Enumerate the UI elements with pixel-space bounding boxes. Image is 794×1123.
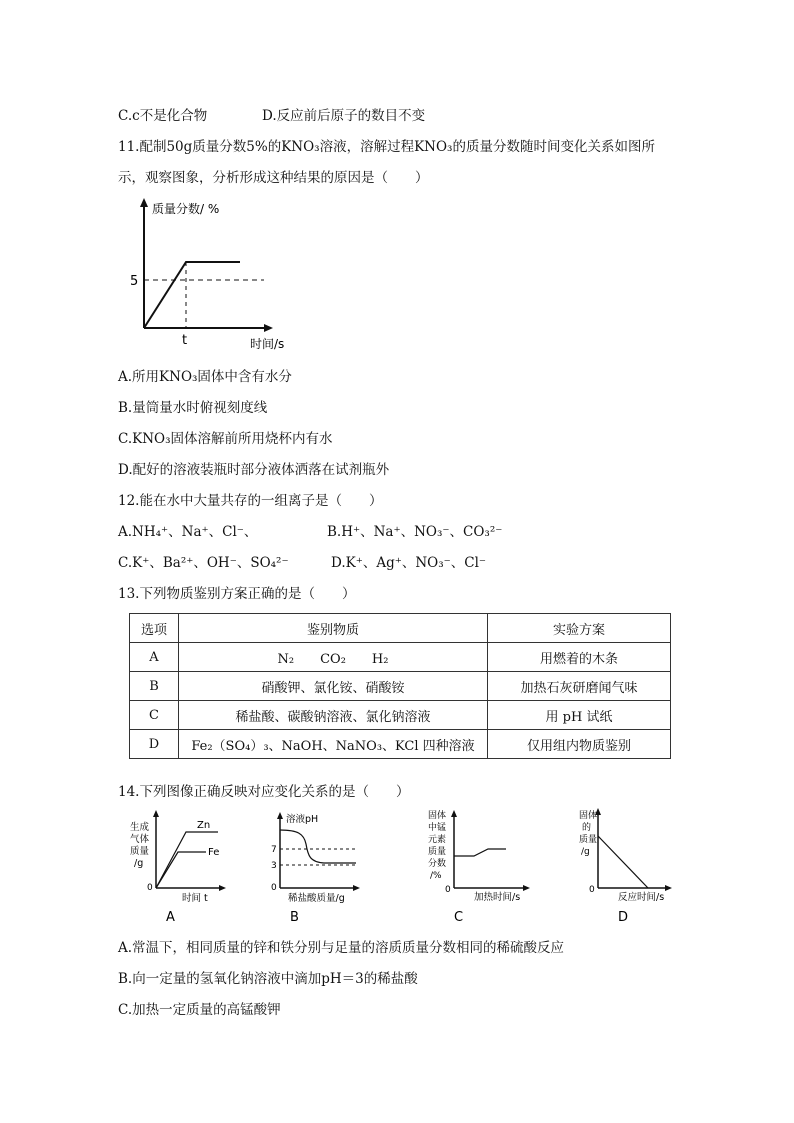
graph-d-ylabel-3: 质量 [579, 835, 598, 845]
table-row [130, 730, 671, 759]
q13-stem: 13.下列物质鉴别方案正确的是（ ） [118, 586, 356, 602]
graph-d-caption: D [618, 910, 629, 924]
q13-table [129, 613, 671, 759]
graph-a-ylabel-4: /g [134, 858, 144, 869]
graph-c-ylabel-4: 质量 [428, 847, 447, 857]
graph-a-ylabel-3: 质量 [130, 846, 150, 857]
table-cell: B [130, 672, 179, 701]
graph-c-origin: 0 [445, 885, 451, 895]
table-cell: C [130, 701, 179, 730]
graph-c-ylabel-3: 元素 [428, 835, 447, 845]
q12-stem: 12.能在水中大量共存的一组离子是（ ） [118, 493, 383, 509]
table-row [130, 701, 671, 730]
graph-b-ylabel: 溶液pH [286, 814, 319, 825]
graph-b-origin: 0 [271, 883, 277, 893]
table-cell: 仅用组内物质鉴别 [488, 730, 671, 759]
graph-b-caption: B [290, 910, 299, 923]
q14-option-a: A.常温下，相同质量的锌和铁分别与足量的溶质质量分数相同的稀硫酸反应 [118, 940, 565, 956]
q14-graph-c [396, 804, 536, 924]
graph-d-ylabel-1: 固体 [579, 811, 598, 821]
graph-d-xlabel: 反应时间/s [618, 892, 665, 903]
table-cell: 硝酸钾、氯化铵、硝酸铵 [179, 672, 488, 701]
graph-a-origin: 0 [147, 883, 153, 893]
graph-b-tick-7: 7 [271, 845, 277, 855]
graph-a-ylabel-2: 气体 [130, 834, 150, 845]
graph-b-tick-3: 3 [271, 861, 277, 871]
table-cell: N₂ CO₂ H₂ [179, 643, 488, 672]
q14-option-c: C.加热一定质量的高锰酸钾 [118, 1002, 281, 1018]
q11-graph [128, 196, 288, 356]
table-cell: Fe₂（SO₄）₃、NaOH、NaNO₃、KCl 四种溶液 [179, 730, 488, 759]
table-header-row [130, 614, 671, 643]
table-row [130, 672, 671, 701]
graph-c-caption: C [454, 910, 464, 924]
q14-option-b: B.向一定量的氢氧化钠溶液中滴加pH＝3的稀盐酸 [118, 971, 418, 987]
graph-b-xlabel: 稀盐酸质量/g [288, 893, 345, 904]
q11-stem-line2: 示，观察图象，分析形成这种结果的原因是（ ） [118, 170, 429, 186]
table-cell: 稀盐酸、碳酸钠溶液、氯化钠溶液 [179, 701, 488, 730]
q11-graph-xtick: t [182, 333, 188, 348]
graph-c-xlabel: 加热时间/s [474, 892, 521, 903]
table-header-option: 选项 [130, 614, 179, 643]
table-row [130, 643, 671, 672]
table-cell: 加热石灰研磨闻气味 [488, 672, 671, 701]
graph-a-xlabel: 时间 t [182, 893, 208, 904]
graph-c-ylabel-2: 中锰 [428, 823, 447, 833]
q11-graph-xlabel: 时间/s [250, 337, 285, 351]
table-cell: A [130, 643, 179, 672]
series-label-fe: Fe [208, 847, 220, 858]
q11-option-c: C.KNO₃固体溶解前所用烧杯内有水 [118, 431, 333, 447]
q12-option-b: B.H⁺、Na⁺、NO₃⁻、CO₃²⁻ [327, 524, 503, 540]
graph-d-ylabel-4: /g [581, 847, 590, 857]
graph-c-ylabel-5: 分数 [428, 859, 447, 869]
q11-option-b: B.量筒量水时俯视刻度线 [118, 400, 268, 416]
q12-option-c: C.K⁺、Ba²⁺、OH⁻、SO₄²⁻ [118, 555, 289, 571]
graph-d-ylabel-2: 的 [582, 823, 592, 833]
q12-option-a: A.NH₄⁺、Na⁺、Cl⁻、 [118, 524, 258, 540]
q14-graph-d [572, 804, 682, 924]
table-header-method: 实验方案 [488, 614, 671, 643]
graph-c-ylabel-1: 固体 [428, 811, 447, 821]
graph-c-ylabel-6: /% [430, 871, 442, 881]
graph-a-ylabel-1: 生成 [130, 822, 150, 833]
table-cell: 用燃着的木条 [488, 643, 671, 672]
q11-graph-ytick: 5 [130, 274, 139, 289]
q12-option-d: D.K⁺、Ag⁺、NO₃⁻、Cl⁻ [331, 555, 487, 571]
q11-graph-ylabel: 质量分数/ % [152, 202, 220, 216]
q11-option-d: D.配好的溶液装瓶时部分液体洒落在试剂瓶外 [118, 462, 390, 478]
q10-option-d: D.反应前后原子的数目不变 [262, 108, 426, 124]
graph-a-caption: A [166, 910, 175, 923]
table-cell: 用 pH 试纸 [488, 701, 671, 730]
table-cell: D [130, 730, 179, 759]
table-header-substances: 鉴别物质 [179, 614, 488, 643]
q14-stem: 14.下列图像正确反映对应变化关系的是（ ） [118, 784, 410, 800]
q11-option-a: A.所用KNO₃固体中含有水分 [118, 369, 292, 385]
q14-graph-b [264, 808, 374, 923]
q14-graph-a [126, 808, 236, 923]
q10-option-c: C.c不是化合物 [118, 108, 208, 124]
series-label-zn: Zn [197, 820, 211, 831]
q11-stem-line1: 11.配制50g质量分数5%的KNO₃溶液，溶解过程KNO₃的质量分数随时间变化关系如图所 [118, 139, 655, 155]
graph-d-origin: 0 [589, 885, 595, 895]
